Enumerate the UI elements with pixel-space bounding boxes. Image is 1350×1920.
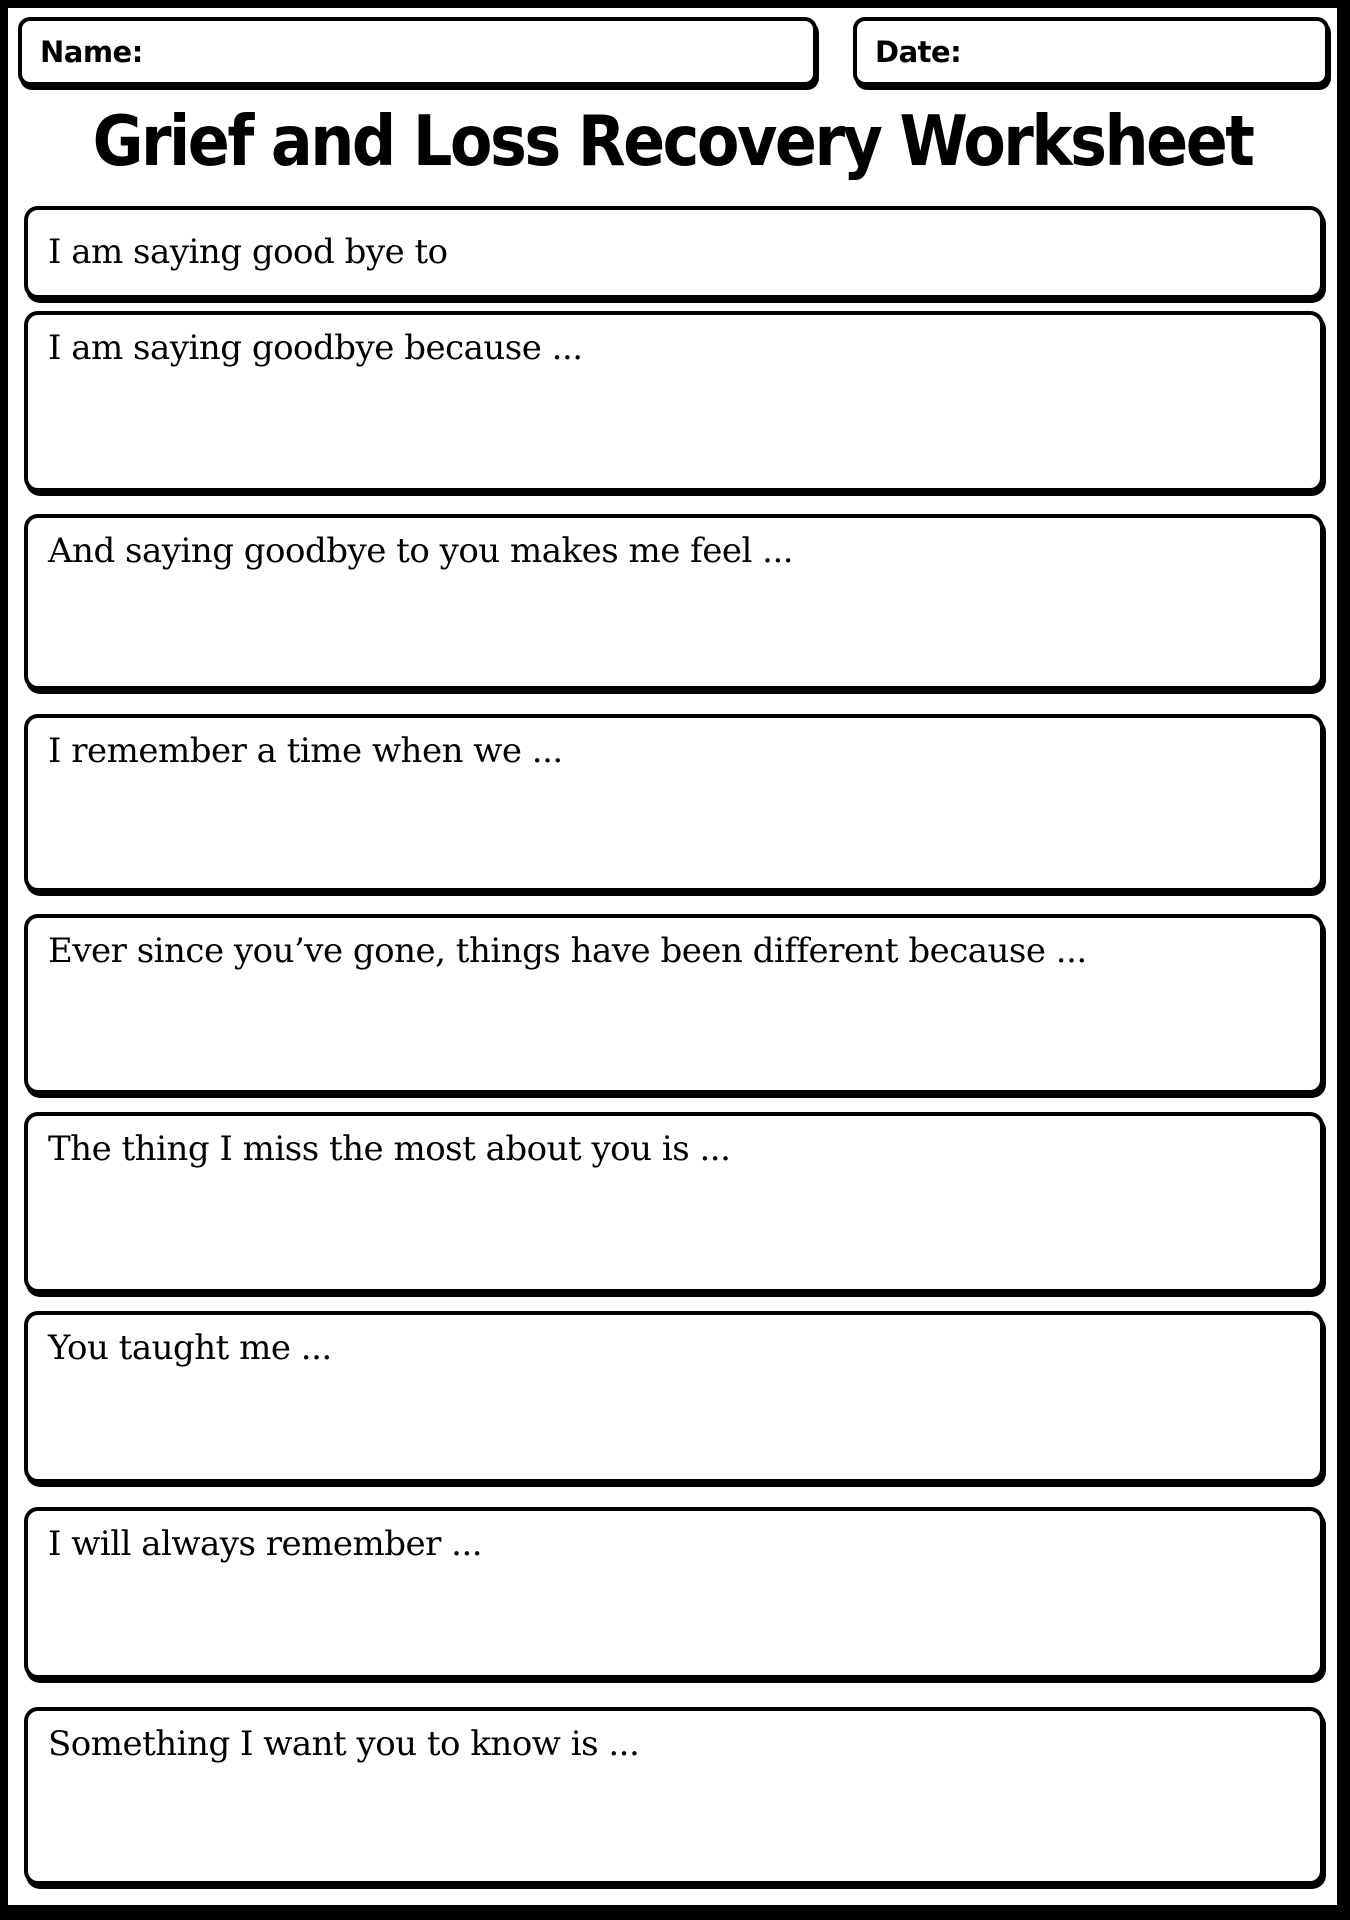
prompt-text: Something I want you to know is ... (48, 1724, 640, 1764)
prompt-text: I am saying goodbye because ... (48, 328, 583, 368)
date-field[interactable] (853, 17, 1329, 86)
prompt-text: And saying goodbye to you makes me feel ... (48, 531, 794, 571)
answer-box-want-you-to-know[interactable] (24, 1707, 1324, 1885)
answer-box-things-different[interactable] (24, 914, 1324, 1094)
prompt-text: Ever since you’ve gone, things have been different because ... (48, 931, 1087, 971)
date-label: Date: (875, 34, 962, 69)
answer-box-saying-goodbye-to[interactable] (24, 206, 1324, 299)
answer-box-goodbye-because[interactable] (24, 311, 1324, 492)
prompt-text: The thing I miss the most about you is ... (48, 1129, 731, 1169)
answer-box-remember-a-time[interactable] (24, 714, 1324, 892)
answer-box-makes-me-feel[interactable] (24, 514, 1324, 690)
prompt-text: You taught me ... (48, 1328, 332, 1368)
name-field[interactable] (18, 17, 817, 86)
name-label: Name: (40, 34, 143, 69)
prompt-text: I remember a time when we ... (48, 731, 563, 771)
answer-box-you-taught-me[interactable] (24, 1311, 1324, 1483)
prompt-text: I am saying good bye to (48, 232, 448, 273)
answer-box-miss-the-most[interactable] (24, 1112, 1324, 1293)
page-title: Grief and Loss Recovery Worksheet (92, 100, 1253, 182)
prompt-text: I will always remember ... (48, 1524, 483, 1564)
header-row (18, 17, 1337, 86)
answer-box-always-remember[interactable] (24, 1507, 1324, 1679)
